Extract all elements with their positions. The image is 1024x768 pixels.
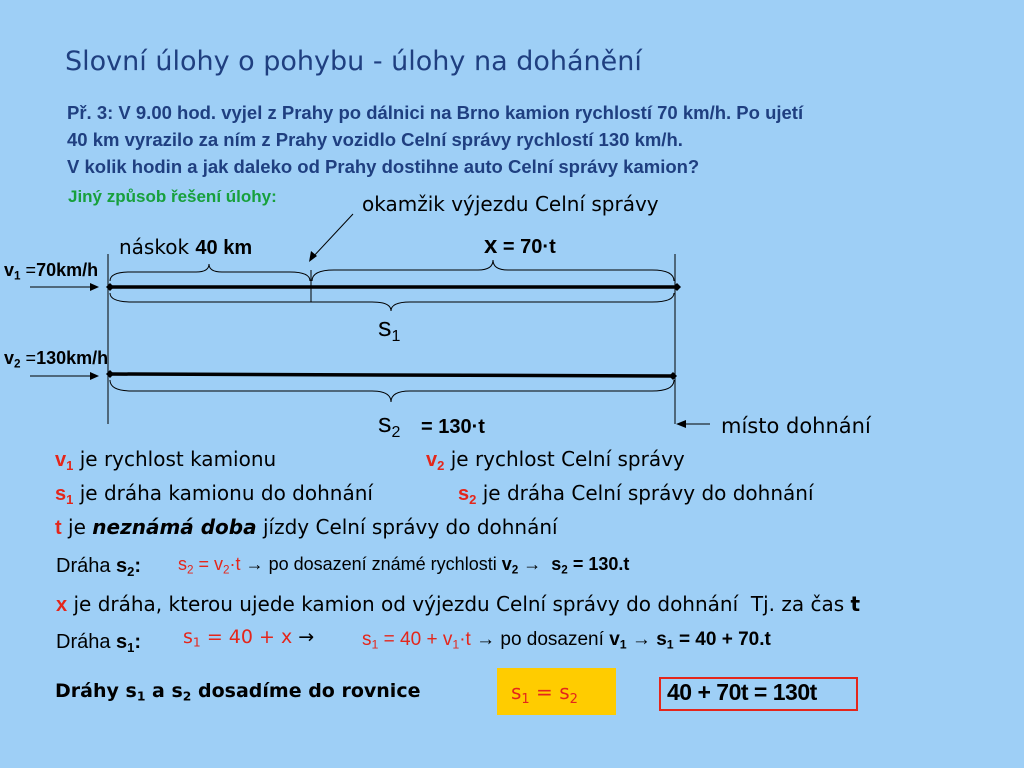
head-start-value: 40 km (195, 237, 253, 259)
v1-label: $v_1 =70km/h$ (4, 260, 99, 283)
catch-point-label: místo dohnání (721, 414, 871, 438)
equality-s1-s2: $s_1 = s_2$ (511, 680, 578, 707)
departure-pointer (312, 214, 353, 258)
s2-label: $s_2$ (378, 408, 401, 441)
s2-derivation: $s_2 = v_2\cdot t$ → po dosazení známé rychlosti $v_2 \to s_2 = 130.t$ (178, 554, 630, 577)
s1-derivation: $s_1 = 40 + v_1\cdot t$ → po dosazení $v_1 \to s_1 = 40 + 70.t$ (362, 629, 771, 652)
v2-label: $v_2 =130km/h$ (4, 348, 109, 371)
s2-brace (110, 380, 674, 402)
alt-method-label: Jiný způsob řešení úlohy: (68, 187, 277, 206)
customs-path-line (110, 374, 673, 376)
s2-derivation-label: Dráha $s_2$: (56, 555, 142, 579)
v1-value: 70km/h (36, 260, 99, 280)
final-equation: 40 + 70t = 130t (667, 679, 817, 705)
legend-s2: $s_2$ je dráha Celní správy do dohnání (458, 481, 814, 507)
x-explanation: x je dráha, kterou ujede kamion od výjezdu Celní správy do dohnání Tj. za čas t (56, 592, 861, 616)
legend-s1: $s_1$ je dráha kamionu do dohnání (55, 481, 373, 507)
legend-v1: $v_1$ je rychlost kamionu (55, 447, 277, 473)
problem-line-2: 40 km vyrazilo za ním z Prahy vozidlo Celní správy rychlostí 130 km/h. (67, 129, 683, 150)
problem-line-1: Př. 3: V 9.00 hod. vyjel z Prahy po dálnici na Brno kamion rychlostí 70 km/h. Po ujetí (67, 102, 804, 123)
head-start-brace (110, 264, 310, 281)
legend-v2: $v_2$ je rychlost Celní správy (426, 447, 685, 473)
s1-derivation-label: Dráha $s_1$: (56, 631, 142, 655)
v2-value: 130km/h (36, 348, 109, 368)
s1-label: $s_1$ (378, 312, 401, 345)
x-expression: = 70·t (502, 236, 556, 258)
x-brace (312, 260, 674, 281)
x-variable: x (484, 232, 498, 259)
departure-label: okamžik výjezdu Celní správy (362, 192, 659, 216)
legend-t: t je neznámá doba jízdy Celní správy do dohnání (55, 515, 558, 539)
head-start-label (119, 235, 252, 260)
problem-line-3: V kolik hodin a jak daleko od Prahy dostihne auto Celní správy kamion? (67, 156, 700, 177)
x-label (484, 232, 556, 260)
substitute-instruction: Dráhy $s_1$ a $s_2$ dosadíme do rovnice (55, 680, 421, 704)
s2-expression: = 130·t (421, 416, 485, 438)
s1-brace (110, 293, 674, 311)
s1-substitution: $s_1 = 40 + x$ → (183, 626, 315, 650)
page-title: Slovní úlohy o pohybu - úlohy na dohánění (65, 46, 642, 77)
head-start-word: náskok (119, 235, 190, 259)
